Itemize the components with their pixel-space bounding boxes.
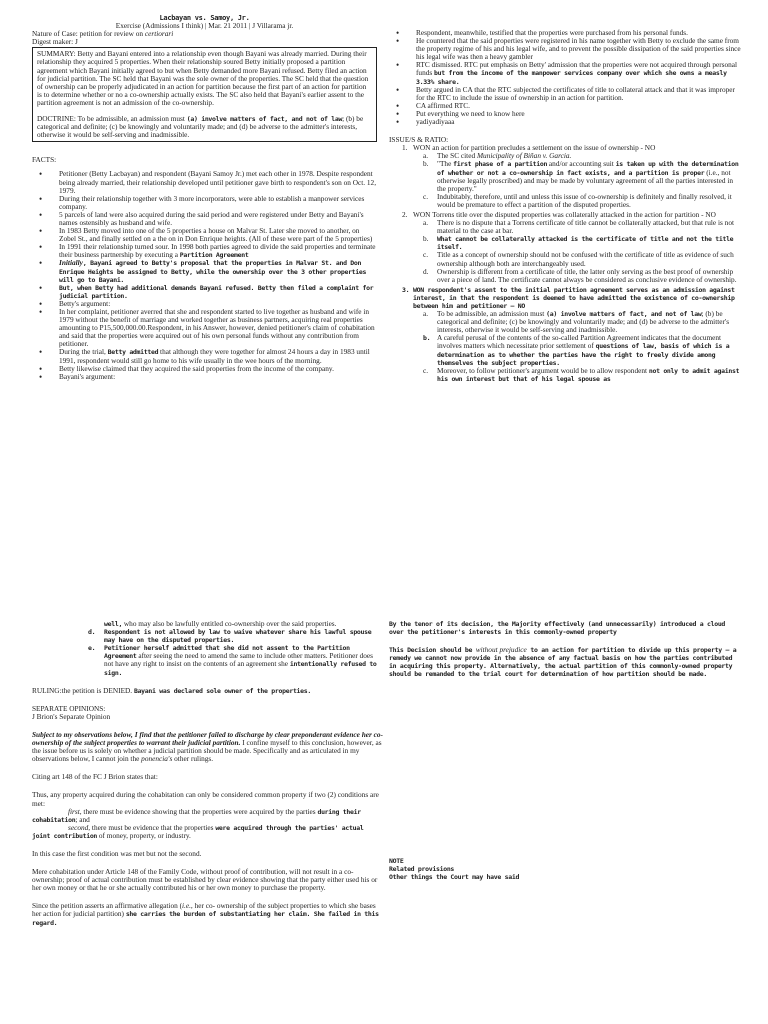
- fact-bold: , Bayani agreed to Betty's proposal that the properties in Malvar St. and Don Enrique Heights be assigned to Betty, while the ownership over the 3 other properties will go to Bayani.: [59, 259, 367, 284]
- continuation-text: [104, 620, 384, 628]
- since-text: her co- ownership of the subject properties to which she bases her action for judicial partition): [32, 901, 376, 919]
- rtc-bold: but from the income of the manpower services company over which she owns a measly 3.33% share.: [416, 69, 727, 86]
- argument-item: • He countered that the said properties were registered in his name together with Betty to exclude the same from the property regime of his and his legal wife, and to prevent the possible dissipation of the said properties since his legal wife was then a heavy gambler: [416, 37, 741, 61]
- obs-text: other rulings.: [172, 754, 214, 764]
- fact-item: • In 1983 Betty moved into one of the 5 properties a house on Malvar St. Later she moved to another, on Zobel St., and finally settled on a the on in Don Enrique heights. (All of these were part of the 5 properties): [59, 227, 377, 243]
- first-condition: [32, 808, 384, 824]
- issue-number: 3.: [402, 285, 410, 294]
- digest-maker: Digest maker: J: [32, 37, 78, 47]
- ruling: [32, 687, 384, 695]
- ratio-bold: Respondent is not allowed by law to waive whatever share his lawful spouse may have on the disputed properties.: [104, 628, 372, 645]
- ratio-item: a. The SC cited Municipality of Biñan v. Garcia.: [423, 151, 572, 161]
- cond-bold: were acquired through the parties' actual joint contribution: [32, 823, 364, 840]
- argument-item: [416, 61, 741, 85]
- fact-item: • Bayani's argument:: [59, 373, 377, 381]
- right-column-top: [389, 29, 741, 385]
- nature-label: Nature of Case: petition for review on: [32, 29, 145, 39]
- ratio-text: after seeing the need to amend the same to include other matters. Petitioner does not have any right to insist on the contents of an agreement she: [104, 651, 373, 669]
- ratio-bold: questions of law, basis of which is a determination as to whether the parties have the right to freely divide among themselves the subject properties.: [437, 342, 730, 367]
- cont-bold: well,: [104, 620, 123, 628]
- cond-text: there must be evidence that the properties: [90, 822, 216, 832]
- obs-bold-italic: Subject to my observations below, I find that the petitioner failed to discharge by clear preponderant evidence her co- ownership of the subject properties to warrant their judicial partition.: [32, 729, 383, 748]
- issue-number: 1.: [402, 143, 408, 153]
- doctrine-text: [37, 115, 372, 139]
- fact-text: that although they were together for almost 24 hours a day in 1983 until 1991, respondent would still go home to his wife usually in the wee hours of the morning.: [59, 347, 370, 365]
- doctrine-rest: ; (b) be categorical and definite; (c) be knowingly and voluntarily made; and (d) be adverse to the admitter's interests, otherwise it would be self-serving and inadmissible.: [37, 114, 364, 140]
- ratio-text: Title as a concept of ownership should not be confused with the certificate of title as evidence of such ownership although both are interchangeably used.: [437, 250, 734, 268]
- separate-opinions-heading: SEPARATE OPINIONS:: [32, 703, 106, 713]
- continuation: [32, 620, 384, 677]
- ratio-text: (i.e., not otherwise legally proscribed) and may be made by voluntary agreement of all the parties interested in the property.": [437, 167, 734, 193]
- fact-item: [59, 348, 377, 364]
- fact-bold: Betty admitted: [107, 348, 159, 357]
- ratio-text: ; (b) be categorical and definite; (c) be knowingly and voluntarily made; and (d) be adverse to the admitter's interests, otherwise it would be self-serving and inadmissible.: [437, 309, 730, 335]
- ratio-item: a. To be admissible, an admission must (a) involve matters of fact, and not of law; (b) be categorical and definite; (c) be knowingly and voluntarily made; and (d) be adverse to the admitter's interests, otherwise it would be self-serving and inadmissible.: [423, 309, 730, 335]
- fact-bold: But, when Betty had additional demands Bayani refused. Betty then filed a complaint for judicial partition.: [59, 283, 374, 300]
- other-things: Other things the Court may have said: [389, 872, 520, 881]
- ratio-item: d. Ownership is different from a certificate of title, the latter only serving as the best proof of ownership over a piece of land. The certificate cannot always be considered as conclusive evidence of ownership.: [423, 266, 737, 284]
- doctrine-bold: (a) involve matters of fact, and not of law: [186, 115, 343, 124]
- exercise-line: Exercise (Admissions I think) | Mar. 21 2011 | J Villarama jr.: [115, 21, 294, 31]
- ratio-letter: d.: [88, 628, 96, 637]
- majority-cloud: By the tenor of its decision, the Majority effectively (and unnecessarily) introduced a cloud over the petitioner's interests in this commonly-owned property: [389, 620, 726, 637]
- ratio-text: A careful perusal of the contents of the so-called Partition Agreement indicates that the document involves matters which necessitate prior settlement of: [437, 333, 722, 351]
- fact-item: • In her complaint, petitioner averred that she and respondent started to live together as husband and wife in 1979 without the benefit of marriage and worked together as business partners, acquiring real properties amounting to P15,500,000.00.Respondent, in his Answer, however, denied petitioner's claim of cohabitation and said that the properties were acquired out of his own personal funds without any contribution from petitioner.: [59, 308, 377, 348]
- doctrine-prefix: DOCTRINE: To be admissible, an admission must: [37, 114, 187, 124]
- issue-item-1: [402, 143, 741, 209]
- note-heading: NOTE: [389, 856, 404, 865]
- ratio-item: c. Moreover, to follow petitioner's argument would be to allow respondent not only to admit against his own interest but that of his legal spouse as: [423, 365, 740, 383]
- ratio-bold: is taken up with the determination of whether or not a co-ownership in fact exists, and a partition is proper: [437, 160, 739, 177]
- argument-item: • yadiyadiyaaa: [416, 118, 741, 126]
- fact-text: During the trial,: [59, 347, 108, 357]
- cond-text: of money, property, or industry.: [97, 830, 191, 840]
- ratio-text: Ownership is different from a certificate of title, the latter only serving as the best proof of ownership over a piece of land. The certificate cannot always be considered as conclusive evidence of ownership.: [437, 266, 737, 284]
- fact-item: • During their relationship together with 3 more incorporators, were able to establish a manpower services company.: [59, 195, 377, 211]
- ratio-bold: Petitioner herself admitted that she did not assent to the Partition Agreement: [104, 644, 350, 661]
- cond-text: ; and: [75, 814, 90, 824]
- issue-text: WON respondent's assent to the initial partition agreement serves as an admission against interest, in that the respondent is deemed to have admitted the existence of co-ownership between him and petitioner – NO: [413, 285, 735, 310]
- summary-text: SUMMARY: Betty and Bayani entered into a relationship even though Bayani was already married. During their relationship they acquired 5 properties. When their relationship soured Betty initially proposed a partition agreement which Bayani initially agreed to but when Betty demanded more Bayani refused. Betty filed an action for judicial partition. The SC held that Bayani was the sole owner of the properties. The SC held that the question of ownership can be properly adjudicated in an action for partition because the first part of an action for partition is to determine whether or no a co-ownership actually exists. The SC also held that Bayani's earlier assent to the partition agreement is not an admission of the co-ownership.: [37, 49, 369, 107]
- argument-item: • CA affirmed RTC.: [416, 102, 741, 110]
- facts-list: [32, 170, 377, 380]
- citing-line: Citing art 148 of the FC J Brion states that:: [32, 772, 158, 782]
- obs-italic: ponencia's: [141, 754, 173, 764]
- fact-bold: Partition Agreement: [179, 251, 249, 260]
- left-column-top: [32, 14, 377, 381]
- since-italic: i.e.,: [182, 901, 193, 911]
- argument-item: • Betty argued in CA that the RTC subjected the certificates of title to collateral attack and that it was improper for the RTC to include the issue of ownership in an action for partition.: [416, 86, 741, 102]
- fact-item: • Betty likewise claimed that they acquired the said properties from the income of the company.: [59, 365, 377, 373]
- ratio-item-e: [88, 644, 384, 677]
- fact-text: In 1991 their relationship turned sour. In 1998 both parties agreed to divide the said properties and terminate their business partnership by executing a: [59, 242, 376, 260]
- ratio-text: "The: [437, 159, 454, 169]
- ratio-list: [413, 152, 741, 209]
- fact-item: [59, 259, 377, 283]
- left-column-bottom: [32, 620, 384, 927]
- issues-heading: ISSUE/S & RATIO:: [389, 135, 449, 145]
- issues-list: [389, 144, 741, 383]
- summary-box: [32, 47, 377, 142]
- issue-number: 2.: [402, 209, 408, 219]
- ruling-bold: Bayani was declared sole owner of the properties.: [133, 686, 312, 695]
- separate-opinion-author: J Brion's Separate Opinion: [32, 711, 111, 721]
- ratio-text: There is no dispute that a Torrens certificate of title cannot be collaterally attacked, but that rule is not material to the case at bar.: [437, 218, 734, 236]
- ratio-item-d: [88, 628, 384, 645]
- ratio-item: a. There is no dispute that a Torrens certificate of title cannot be collaterally attacked, but that rule is not material to the case at bar.: [423, 218, 734, 236]
- prejudice-bold: to an action for partition to divide up this property — a remedy we cannot now provide in the absence of any factual basis on how the parties contributed in acquiring this property. Alternatively, the actual partition of this commonly-owned property should be remanded to the trial court for determination of how partition should be made.: [389, 646, 737, 679]
- ratio-text: and/or accounting suit: [547, 159, 616, 169]
- fact-item: • Betty's argument:: [59, 300, 377, 308]
- ratio-item: b. "The first phase of a partition and/or accounting suit is taken up with the determination of whether or not a co-ownership in fact exists, and a partition is proper (i.e., not otherwise legally proscribed) and may be made by voluntary agreement of all the parties interested in the property.": [423, 159, 739, 193]
- ratio-letter: e.: [88, 644, 96, 653]
- facts-heading: FACTS:: [32, 155, 57, 165]
- since-bold: she carries the burden of substantiating her claim. She failed in this regard.: [32, 910, 379, 927]
- prejudice-bold: This Decision should be: [389, 646, 476, 655]
- cont-text: who may also be lawfully entitled co-ownership over the said properties.: [122, 619, 337, 628]
- cond-bold: during their cohabitation: [32, 807, 361, 824]
- nature-of-case: [32, 30, 377, 38]
- ratio-bold: (a) involve matters of fact, and not of law: [546, 310, 702, 319]
- ratio-item: b. A careful perusal of the contents of the so-called Partition Agreement indicates that the document involves matters which necessitate prior settlement of questions of law, basis of which is a determination as to whether the parties have the right to freely divide among themselves the subject properties.: [423, 333, 730, 367]
- first-condition-met: In this case the first condition was met but not the second.: [32, 848, 202, 858]
- thus-line: Thus, any property acquired during the cohabitation can only be considered common property if two (2) conditions are met:: [32, 790, 379, 808]
- ratio-text: The SC cited: [437, 151, 477, 161]
- ratio-italic: Municipality of Biñan v. Garcia.: [476, 151, 572, 161]
- mere-cohabitation: Mere cohabitation under Article 148 of the Family Code, without proof of contribution, will not result in a co-ownership; proof of actual contribution must be established by clear evidence showing that the party either used his or her own money or that he or she actually contributed his or her own money to purchase the property.: [32, 867, 378, 893]
- fact-item: [59, 284, 377, 300]
- bayani-argument-list: [389, 29, 741, 126]
- obs-text: I confine myself to this conclusion, however, as the issue before us is solely on whether a judicial partition should be made. Specifically and as articulated in my observations below, I cannot join the: [32, 738, 382, 764]
- issue-item-2: [402, 209, 741, 284]
- ratio-bold: not only to admit against his own interest but that of his legal spouse as: [437, 366, 740, 383]
- fact-item: • 5 parcels of land were also acquired during the said period and were registered under Betty and Bayani's names ostensibly as husband and wife.: [59, 211, 377, 227]
- ratio-list: [413, 219, 741, 284]
- issue-text: WON an action for partition precludes a settlement on the issue of ownership - NO: [413, 143, 656, 153]
- without-prejudice: [389, 646, 739, 678]
- since-text: Since the petition asserts an affirmative allegation (: [32, 901, 183, 911]
- ratio-item: c. Indubitably, therefore, until and unless this issue of co-ownership is definitely and finally resolved, it would be premature to effect a partition of the disputed properties.: [423, 191, 732, 209]
- cond-text: there must be evidence showing that the properties were acquired by the parties: [81, 806, 318, 816]
- rtc-text: RTC dismissed. RTC put emphasis on Betty' admission that the properties were not acquired through personal funds: [416, 60, 738, 78]
- ratio-bold: first phase of a partition: [453, 160, 548, 169]
- fact-italic: Initially: [59, 258, 83, 268]
- ratio-item: c. Title as a concept of ownership should not be confused with the certificate of title as evidence of such ownership although both are interchangeably used.: [423, 250, 734, 268]
- ratio-bold: intentionally refused to sign.: [104, 660, 377, 677]
- prejudice-italic: without prejudice: [475, 645, 527, 655]
- related-provisions: Related provisions: [389, 864, 455, 873]
- ratio-list: [413, 310, 741, 383]
- burden-paragraph: [32, 902, 384, 926]
- fact-item: • Petitioner (Betty Lacbayan) and respondent (Bayani Samoy Jr.) met each other in 1978. Despite respondent being already married, their relationship developed until petitioner gave birth to respondent's son on Oct. 12, 1979.: [59, 170, 377, 194]
- case-title: Lacbayan vs. Samoy, Jr.: [159, 14, 250, 22]
- ratio-bold: What cannot be collaterally attacked is the certificate of title and not the title itself.: [437, 235, 734, 252]
- issue-item-3: [402, 285, 741, 383]
- fact-item: [59, 243, 377, 259]
- ratio-item: b. What cannot be collaterally attacked is the certificate of title and not the title itself.: [423, 234, 734, 252]
- cond-italic: first,: [68, 806, 82, 816]
- issue-text: WON Torrens title over the disputed properties was collaterally attacked in the action for partition - NO: [413, 209, 716, 219]
- ratio-text: To be admissible, an admission must: [437, 309, 547, 319]
- cond-italic: second,: [68, 822, 91, 832]
- second-condition: [32, 824, 384, 840]
- brion-observation: [32, 731, 384, 763]
- argument-item: • Put everything we need to know here: [416, 110, 741, 118]
- ratio-text: Moreover, to follow petitioner's argument would be to allow respondent: [437, 365, 649, 375]
- argument-item: • Respondent, meanwhile, testified that the properties were purchased from his personal funds.: [416, 29, 741, 37]
- ruling-text: RULING:the petition is DENIED.: [32, 685, 134, 695]
- nature-italic: certiorari: [144, 29, 174, 39]
- right-column-bottom: [389, 620, 739, 881]
- ratio-text: Indubitably, therefore, until and unless this issue of co-ownership is definitely and finally resolved, it would be premature to effect a partition of the disputed properties.: [437, 191, 732, 209]
